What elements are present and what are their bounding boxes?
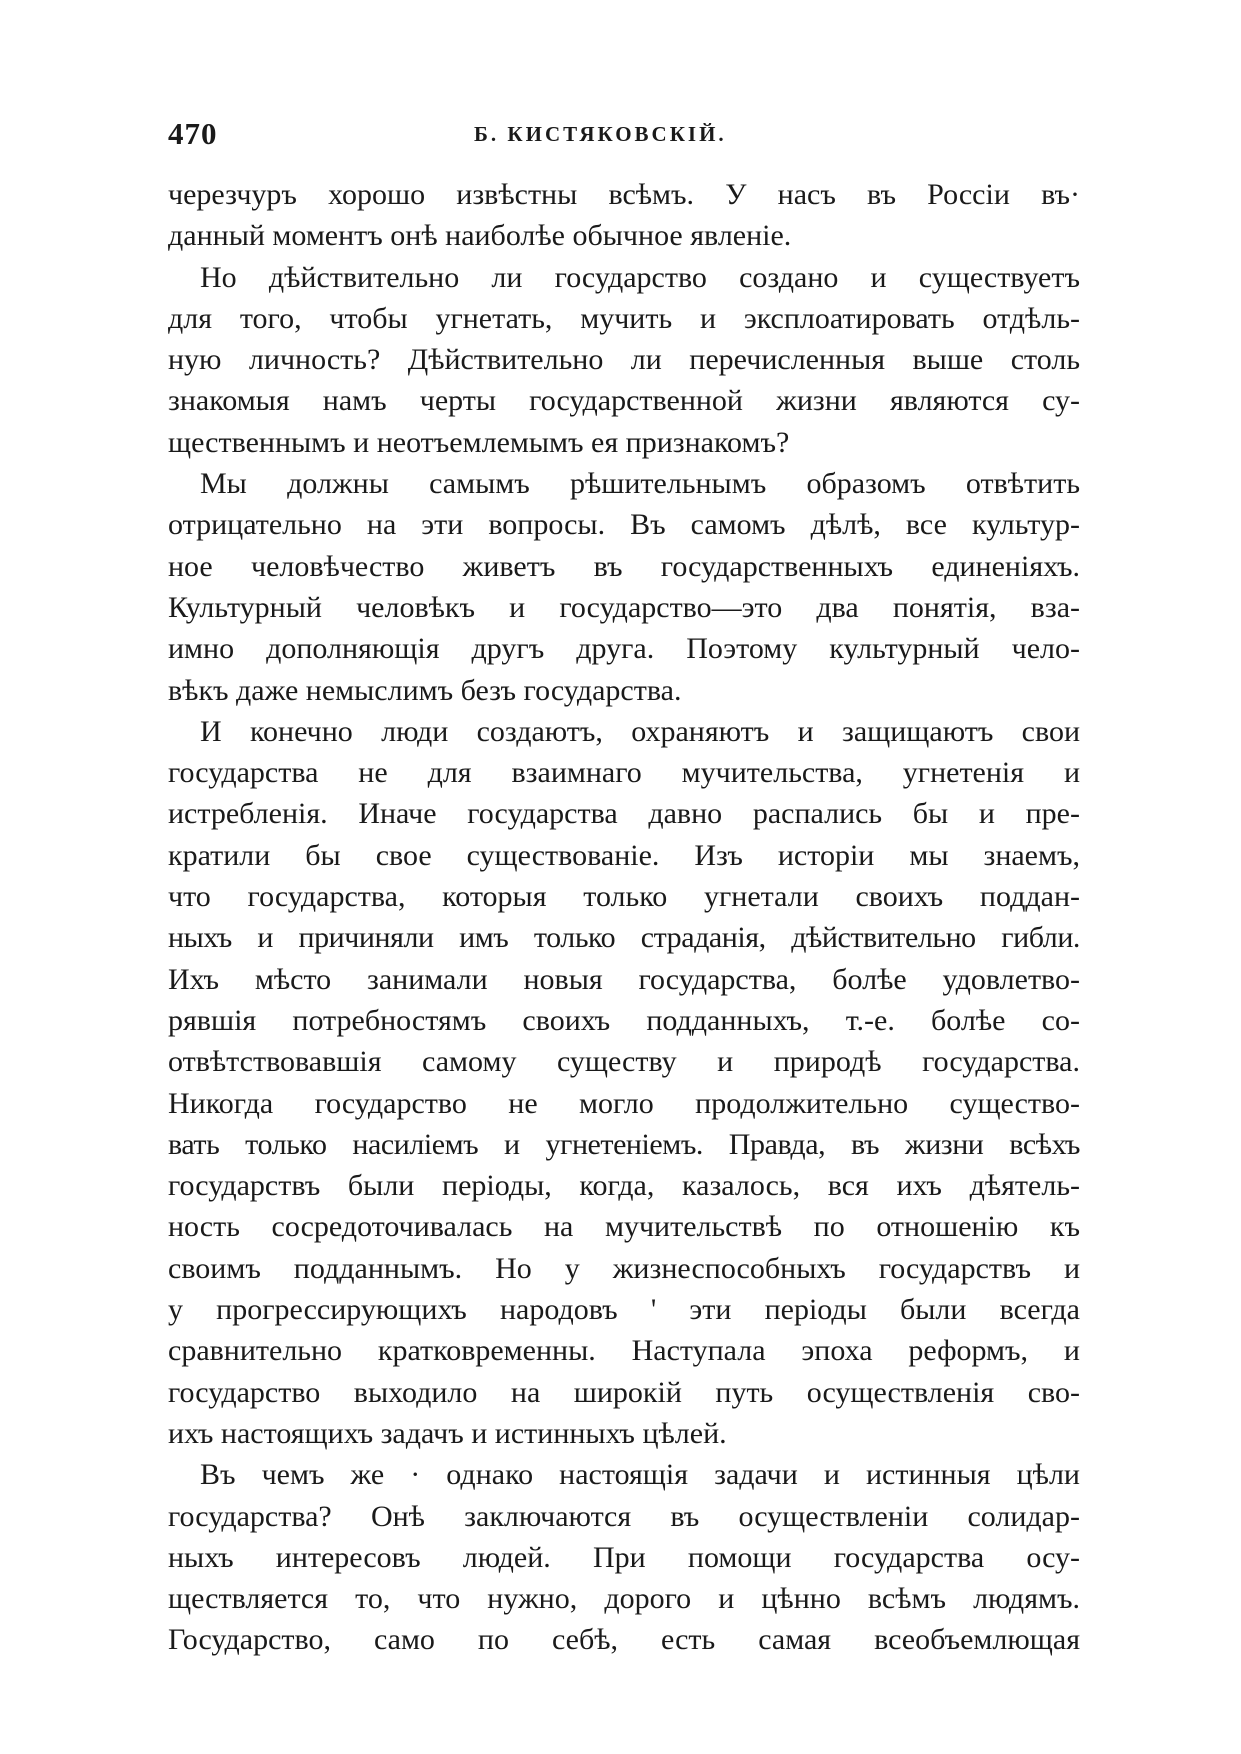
text-line: щественнымъ и неотъемлемымъ ея признакомъ?: [168, 425, 790, 459]
text-line: государства? Онѣ заключаются въ осуществленіи солидар-: [168, 1499, 1080, 1533]
text-line: ныхъ интересовъ людей. При помощи государства осу-: [168, 1540, 1080, 1574]
paragraph: [168, 711, 1080, 1454]
body-text: [168, 174, 1080, 1661]
page-number: 470: [168, 116, 218, 151]
text-line: истребленія. Иначе государства давно распались бы и пре-: [168, 797, 1080, 831]
text-line: ную личность? Дѣйствительно ли перечисленныя выше столь: [168, 343, 1080, 377]
text-line: ихъ настоящихъ задачъ и истинныхъ цѣлей.: [168, 1416, 727, 1450]
text-line: кратили бы свое существованіе. Изъ исторіи мы знаемъ,: [168, 838, 1080, 872]
text-line: имно дополняющія другъ друга. Поэтому культурный чело-: [168, 632, 1080, 666]
text-line: государствъ были періоды, когда, казалось, вся ихъ дѣятель-: [168, 1169, 1080, 1203]
text-line: Въ чемъ же · однако настоящія задачи и истинныя цѣли: [200, 1458, 1080, 1492]
text-line: Ихъ мѣсто занимали новыя государства, болѣе удовлетво-: [168, 962, 1080, 996]
text-line: Никогда государство не могло продолжительно существо-: [168, 1086, 1080, 1120]
text-line: знакомыя намъ черты государственной жизни являются су-: [168, 384, 1080, 418]
running-header: [168, 112, 1080, 156]
text-line: государство выходило на широкій путь осуществленія сво-: [168, 1375, 1080, 1409]
text-line: Культурный человѣкъ и государство—это два понятія, вза-: [168, 590, 1080, 624]
text-line: рявшія потребностямъ своихъ подданныхъ, т.-е. болѣе со-: [168, 1003, 1080, 1037]
paragraph: [168, 174, 1080, 257]
text-line: Мы должны самымъ рѣшительнымъ образомъ отвѣтить: [200, 467, 1080, 501]
text-line: отвѣтствовавшія самому существу и природѣ государства.: [168, 1045, 1080, 1079]
text-line: своимъ подданнымъ. Но у жизнеспособныхъ государствъ и: [168, 1251, 1080, 1285]
text-line: ныхъ и причиняли имъ только страданія, дѣйствительно гибли.: [168, 921, 1080, 955]
text-line: Но дѣйствительно ли государство создано и существуетъ: [200, 260, 1080, 294]
text-line: вѣкъ даже немыслимъ безъ государства.: [168, 673, 682, 707]
text-line: И конечно люди создаютъ, охраняютъ и защищаютъ свои: [200, 714, 1080, 748]
text-line: черезчуръ хорошо извѣстны всѣмъ. У насъ въ Россіи въ·: [168, 178, 1080, 211]
text-line: отрицательно на эти вопросы. Въ самомъ дѣлѣ, все культур-: [168, 508, 1080, 542]
text-line: ность сосредоточивалась на мучительствѣ по отношенію къ: [168, 1210, 1080, 1244]
text-line: для того, чтобы угнетать, мучить и эксплоатировать отдѣль-: [168, 301, 1080, 335]
text-line: государства не для взаимнаго мучительства, угнетенія и: [168, 756, 1080, 790]
text-line: Государство, само по себѣ, есть самая всеобъемлющая: [168, 1623, 1080, 1657]
text-line: сравнительно кратковременны. Наступала эпоха реформъ, и: [168, 1334, 1080, 1368]
paragraph: [168, 257, 1080, 463]
text-line: ное человѣчество живетъ въ государственныхъ единеніяхъ.: [168, 549, 1080, 583]
running-title-author: Б. КИСТЯКОВСКІЙ.: [474, 122, 727, 146]
text-line: вать только насиліемъ и угнетеніемъ. Правда, въ жизни всѣхъ: [168, 1127, 1080, 1161]
book-page: [168, 112, 1080, 1661]
text-line: у прогрессирующихъ народовъ ' эти періоды были всегда: [168, 1293, 1080, 1327]
text-line: что государства, которыя только угнетали своихъ поддан-: [168, 880, 1080, 914]
text-line: данный моментъ онѣ наиболѣе обычное явленіе.: [168, 219, 792, 253]
paragraph: [168, 1454, 1080, 1660]
paragraph: [168, 463, 1080, 711]
text-line: ществляется то, что нужно, дорого и цѣнно всѣмъ людямъ.: [168, 1582, 1080, 1616]
